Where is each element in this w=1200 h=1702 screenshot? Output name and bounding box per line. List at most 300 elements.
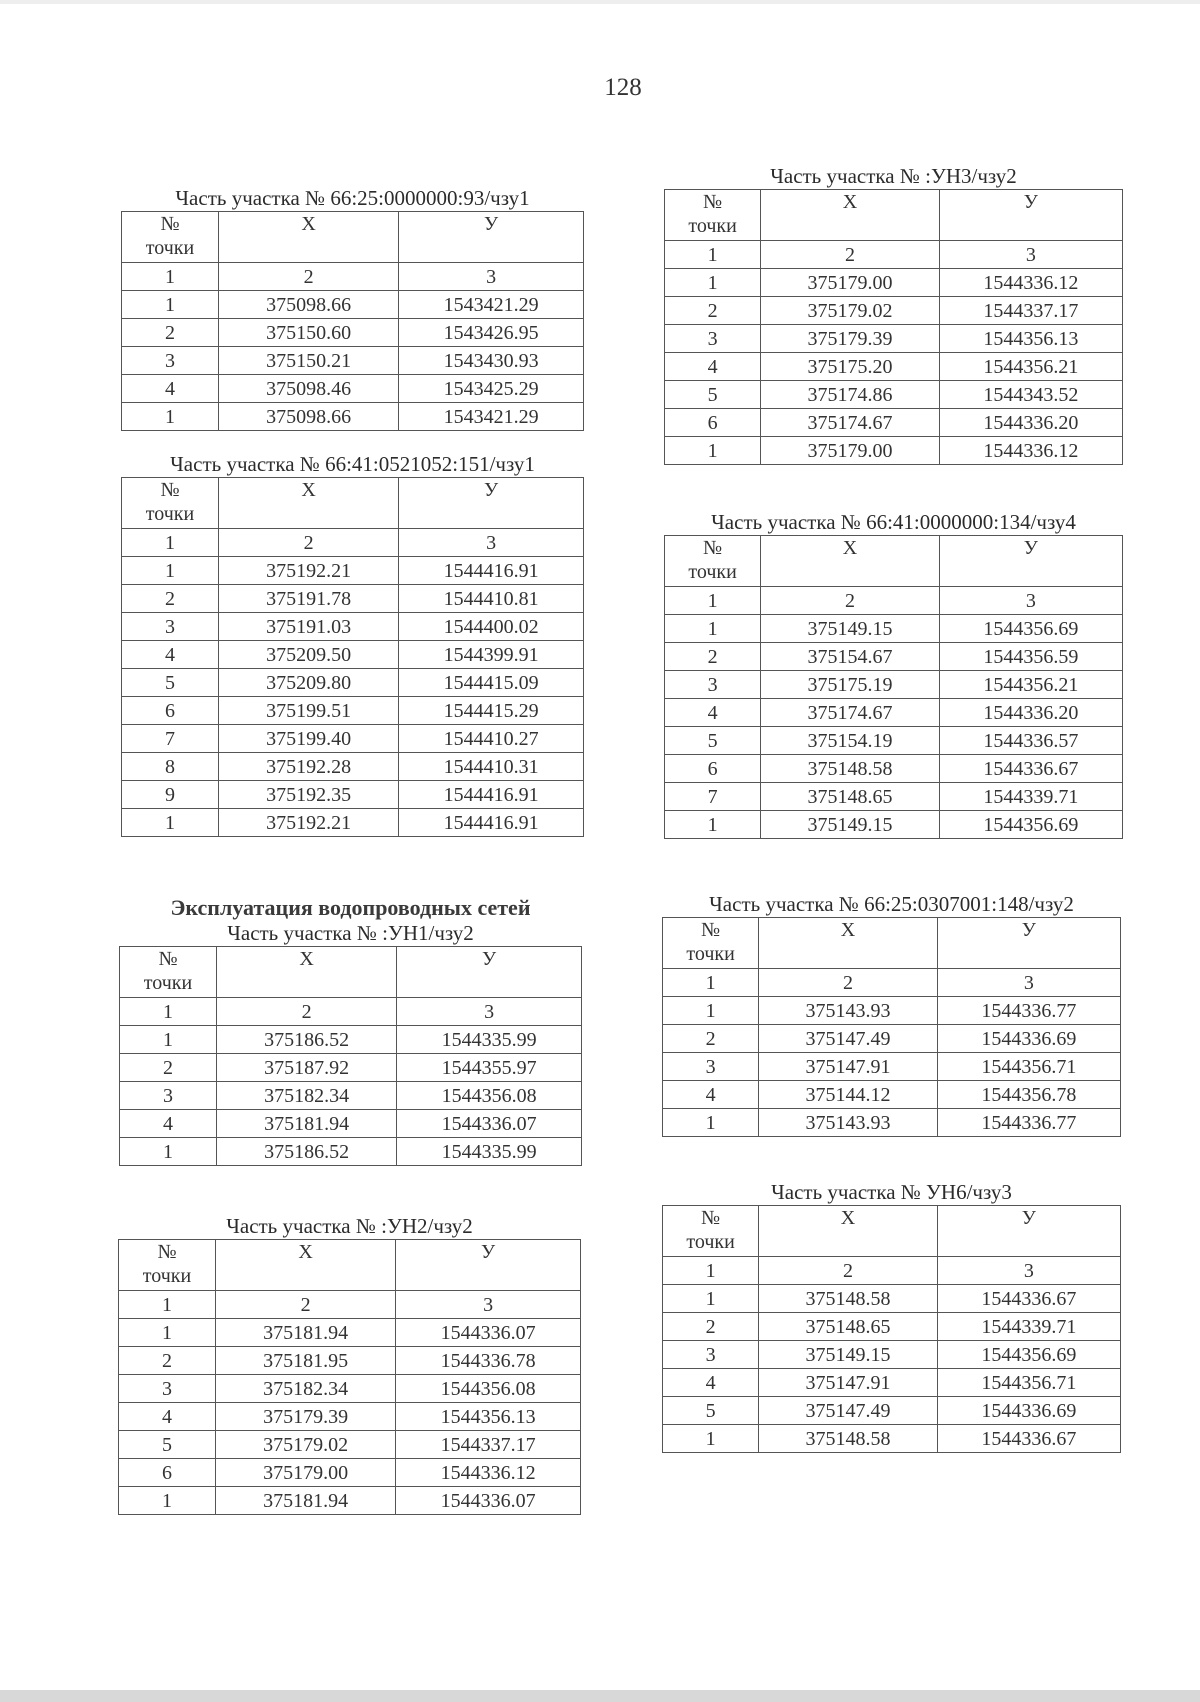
x-coordinate-cell: 375186.52 — [217, 1138, 397, 1166]
column-index: 2 — [219, 529, 399, 557]
header-point-number — [120, 947, 217, 998]
point-number-cell: 6 — [665, 409, 761, 437]
header-y: У — [939, 536, 1122, 587]
table-row — [122, 585, 584, 613]
x-coordinate-cell: 375150.21 — [219, 347, 399, 375]
x-coordinate-cell: 375147.91 — [759, 1053, 938, 1081]
column-index-row — [663, 1257, 1121, 1285]
table-caption: Часть участка № 66:25:0307001:148/чзу2 — [709, 892, 1074, 916]
y-coordinate-cell: 1544336.69 — [937, 1025, 1120, 1053]
column-index: 1 — [665, 241, 761, 269]
point-number-cell: 2 — [663, 1313, 759, 1341]
header-num-sign: № — [160, 213, 180, 235]
x-coordinate-cell: 375098.66 — [219, 403, 399, 431]
column-index-row — [663, 969, 1121, 997]
y-coordinate-cell: 1544415.29 — [399, 697, 584, 725]
y-coordinate-cell: 1543430.93 — [399, 347, 584, 375]
table-row — [665, 643, 1123, 671]
header-x: X — [761, 536, 940, 587]
header-point-number — [665, 536, 761, 587]
y-coordinate-cell: 1544336.67 — [937, 1425, 1120, 1453]
header-num-sign: № — [703, 191, 723, 213]
point-number-cell: 4 — [663, 1369, 759, 1397]
y-coordinate-cell: 1544356.69 — [939, 615, 1122, 643]
table-row — [119, 1431, 581, 1459]
point-number-cell: 3 — [665, 671, 761, 699]
x-coordinate-cell: 375179.39 — [216, 1403, 396, 1431]
y-coordinate-cell: 1544336.57 — [939, 727, 1122, 755]
header-point-number — [663, 1206, 759, 1257]
x-coordinate-cell: 375148.58 — [761, 755, 940, 783]
y-coordinate-cell: 1544400.02 — [399, 613, 584, 641]
x-coordinate-cell: 375179.00 — [761, 269, 940, 297]
y-coordinate-cell: 1544356.69 — [937, 1341, 1120, 1369]
header-x: X — [216, 1240, 396, 1291]
column-index: 3 — [939, 587, 1122, 615]
header-x: X — [219, 212, 399, 263]
x-coordinate-cell: 375199.40 — [219, 725, 399, 753]
scan-edge-bottom — [0, 1690, 1200, 1702]
table-row — [665, 353, 1123, 381]
point-number-cell: 4 — [122, 641, 219, 669]
x-coordinate-cell: 375181.94 — [216, 1487, 396, 1515]
table-block-t4 — [118, 1214, 581, 1515]
table-row — [663, 1313, 1121, 1341]
point-number-cell: 9 — [122, 781, 219, 809]
x-coordinate-cell: 375181.94 — [217, 1110, 397, 1138]
table-header-row — [119, 1240, 581, 1291]
x-coordinate-cell: 375209.80 — [219, 669, 399, 697]
y-coordinate-cell: 1544336.77 — [937, 1109, 1120, 1137]
column-index: 2 — [216, 1291, 396, 1319]
header-points-word: точки — [686, 943, 735, 965]
y-coordinate-cell: 1544356.21 — [939, 671, 1122, 699]
header-x: X — [761, 190, 940, 241]
table-row — [119, 1459, 581, 1487]
y-coordinate-cell: 1544343.52 — [939, 381, 1122, 409]
table-header-row — [122, 478, 584, 529]
x-coordinate-cell: 375181.95 — [216, 1347, 396, 1375]
x-coordinate-cell: 375098.66 — [219, 291, 399, 319]
x-coordinate-cell: 375154.67 — [761, 643, 940, 671]
x-coordinate-cell: 375192.28 — [219, 753, 399, 781]
point-number-cell: 4 — [120, 1110, 217, 1138]
coordinates-table — [662, 1205, 1121, 1453]
point-number-cell: 2 — [665, 643, 761, 671]
column-index: 3 — [937, 1257, 1120, 1285]
header-num-sign: № — [157, 1241, 177, 1263]
point-number-cell: 1 — [122, 809, 219, 837]
table-row — [122, 669, 584, 697]
y-coordinate-cell: 1544356.71 — [937, 1053, 1120, 1081]
y-coordinate-cell: 1544337.17 — [396, 1431, 581, 1459]
y-coordinate-cell: 1544336.12 — [939, 437, 1122, 465]
header-y: У — [937, 918, 1120, 969]
y-coordinate-cell: 1544410.81 — [399, 585, 584, 613]
coordinates-table — [121, 211, 584, 431]
point-number-cell: 4 — [665, 699, 761, 727]
y-coordinate-cell: 1544415.09 — [399, 669, 584, 697]
point-number-cell: 3 — [663, 1341, 759, 1369]
table-row — [663, 1369, 1121, 1397]
table-header-row — [120, 947, 582, 998]
scan-edge-top — [0, 0, 1200, 4]
table-row — [122, 753, 584, 781]
x-coordinate-cell: 375175.20 — [761, 353, 940, 381]
x-coordinate-cell: 375182.34 — [216, 1375, 396, 1403]
header-num-sign: № — [701, 1207, 721, 1229]
point-number-cell: 2 — [122, 319, 219, 347]
column-index: 3 — [939, 241, 1122, 269]
point-number-cell: 1 — [119, 1319, 216, 1347]
x-coordinate-cell: 375191.03 — [219, 613, 399, 641]
column-index: 3 — [399, 263, 584, 291]
x-coordinate-cell: 375192.21 — [219, 557, 399, 585]
table-caption: Часть участка № 66:25:0000000:93/чзу1 — [175, 186, 530, 210]
x-coordinate-cell: 375187.92 — [217, 1054, 397, 1082]
point-number-cell: 5 — [122, 669, 219, 697]
table-row — [665, 727, 1123, 755]
table-row — [122, 319, 584, 347]
y-coordinate-cell: 1544356.71 — [937, 1369, 1120, 1397]
x-coordinate-cell: 375186.52 — [217, 1026, 397, 1054]
x-coordinate-cell: 375149.15 — [761, 615, 940, 643]
column-index: 2 — [761, 587, 940, 615]
header-x: X — [219, 478, 399, 529]
y-coordinate-cell: 1544356.21 — [939, 353, 1122, 381]
table-header-row — [122, 212, 584, 263]
x-coordinate-cell: 375179.39 — [761, 325, 940, 353]
column-index: 2 — [761, 241, 940, 269]
table-block-t7 — [662, 892, 1121, 1137]
table-row — [663, 1285, 1121, 1313]
y-coordinate-cell: 1544336.69 — [937, 1397, 1120, 1425]
point-number-cell: 6 — [122, 697, 219, 725]
table-row — [665, 783, 1123, 811]
column-index: 1 — [663, 969, 759, 997]
y-coordinate-cell: 1544336.12 — [396, 1459, 581, 1487]
point-number-cell: 1 — [120, 1026, 217, 1054]
table-row — [663, 1341, 1121, 1369]
table-row — [665, 615, 1123, 643]
table-row — [122, 641, 584, 669]
point-number-cell: 4 — [122, 375, 219, 403]
header-y: У — [939, 190, 1122, 241]
y-coordinate-cell: 1544356.78 — [937, 1081, 1120, 1109]
x-coordinate-cell: 375181.94 — [216, 1319, 396, 1347]
header-x: X — [759, 1206, 938, 1257]
point-number-cell: 3 — [665, 325, 761, 353]
point-number-cell: 3 — [120, 1082, 217, 1110]
x-coordinate-cell: 375143.93 — [759, 997, 938, 1025]
header-y: У — [397, 947, 582, 998]
y-coordinate-cell: 1543426.95 — [399, 319, 584, 347]
x-coordinate-cell: 375174.67 — [761, 409, 940, 437]
header-point-number — [122, 212, 219, 263]
x-coordinate-cell: 375149.15 — [761, 811, 940, 839]
table-row — [663, 1081, 1121, 1109]
point-number-cell: 1 — [120, 1138, 217, 1166]
point-number-cell: 4 — [119, 1403, 216, 1431]
header-points-word: точки — [688, 561, 737, 583]
y-coordinate-cell: 1544339.71 — [939, 783, 1122, 811]
table-row — [665, 671, 1123, 699]
table-row — [119, 1319, 581, 1347]
coordinates-table — [118, 1239, 581, 1515]
column-index: 1 — [665, 587, 761, 615]
y-coordinate-cell: 1544336.67 — [937, 1285, 1120, 1313]
table-row — [122, 613, 584, 641]
point-number-cell: 2 — [122, 585, 219, 613]
column-index-row — [665, 587, 1123, 615]
y-coordinate-cell: 1543421.29 — [399, 291, 584, 319]
x-coordinate-cell: 375150.60 — [219, 319, 399, 347]
section-heading: Эксплуатация водопроводных сетей — [170, 895, 531, 920]
header-points-word: точки — [688, 215, 737, 237]
point-number-cell: 1 — [122, 291, 219, 319]
y-coordinate-cell: 1544336.07 — [397, 1110, 582, 1138]
header-num-sign: № — [703, 537, 723, 559]
x-coordinate-cell: 375148.65 — [759, 1313, 938, 1341]
table-caption: Часть участка № УН6/чзу3 — [771, 1180, 1012, 1204]
table-row — [663, 1109, 1121, 1137]
x-coordinate-cell: 375148.65 — [761, 783, 940, 811]
point-number-cell: 1 — [663, 1425, 759, 1453]
table-row — [122, 375, 584, 403]
y-coordinate-cell: 1544336.67 — [939, 755, 1122, 783]
y-coordinate-cell: 1544356.08 — [396, 1375, 581, 1403]
y-coordinate-cell: 1543425.29 — [399, 375, 584, 403]
point-number-cell: 1 — [122, 403, 219, 431]
column-index: 2 — [759, 1257, 938, 1285]
header-point-number — [122, 478, 219, 529]
y-coordinate-cell: 1544336.07 — [396, 1319, 581, 1347]
table-caption: Часть участка № 66:41:0521052:151/чзу1 — [170, 452, 535, 476]
point-number-cell: 1 — [665, 437, 761, 465]
y-coordinate-cell: 1544335.99 — [397, 1138, 582, 1166]
column-index: 1 — [122, 529, 219, 557]
x-coordinate-cell: 375179.00 — [761, 437, 940, 465]
point-number-cell: 7 — [665, 783, 761, 811]
table-row — [665, 437, 1123, 465]
header-y: У — [399, 478, 584, 529]
table-header-row — [663, 1206, 1121, 1257]
table-caption: Часть участка № :УН1/чзу2 — [227, 921, 474, 945]
header-num-sign: № — [158, 948, 178, 970]
header-points-word: точки — [143, 972, 193, 994]
table-row — [119, 1403, 581, 1431]
column-index: 2 — [759, 969, 938, 997]
x-coordinate-cell: 375149.15 — [759, 1341, 938, 1369]
x-coordinate-cell: 375179.02 — [761, 297, 940, 325]
y-coordinate-cell: 1544335.99 — [397, 1026, 582, 1054]
table-row — [665, 297, 1123, 325]
point-number-cell: 3 — [119, 1375, 216, 1403]
table-block-t6 — [664, 510, 1123, 839]
y-coordinate-cell: 1544416.91 — [399, 557, 584, 585]
table-row — [120, 1110, 582, 1138]
table-row — [120, 1054, 582, 1082]
y-coordinate-cell: 1544410.31 — [399, 753, 584, 781]
table-row — [663, 997, 1121, 1025]
x-coordinate-cell: 375148.58 — [759, 1425, 938, 1453]
table-caption: Часть участка № :УН2/чзу2 — [226, 1214, 473, 1238]
point-number-cell: 2 — [120, 1054, 217, 1082]
column-index-row — [665, 241, 1123, 269]
y-coordinate-cell: 1544416.91 — [399, 781, 584, 809]
table-row — [663, 1397, 1121, 1425]
coordinates-table — [664, 189, 1123, 465]
x-coordinate-cell: 375175.19 — [761, 671, 940, 699]
point-number-cell: 3 — [122, 347, 219, 375]
header-y: У — [937, 1206, 1120, 1257]
table-row — [119, 1347, 581, 1375]
table-row — [119, 1487, 581, 1515]
point-number-cell: 4 — [663, 1081, 759, 1109]
x-coordinate-cell: 375143.93 — [759, 1109, 938, 1137]
y-coordinate-cell: 1544336.78 — [396, 1347, 581, 1375]
table-header-row — [665, 190, 1123, 241]
table-row — [119, 1375, 581, 1403]
table-row — [122, 697, 584, 725]
point-number-cell: 2 — [663, 1025, 759, 1053]
y-coordinate-cell: 1544336.77 — [937, 997, 1120, 1025]
header-y: У — [399, 212, 584, 263]
header-x: X — [217, 947, 397, 998]
table-row — [663, 1025, 1121, 1053]
x-coordinate-cell: 375174.67 — [761, 699, 940, 727]
x-coordinate-cell: 375154.19 — [761, 727, 940, 755]
table-row — [665, 409, 1123, 437]
table-row — [665, 755, 1123, 783]
point-number-cell: 5 — [665, 727, 761, 755]
column-index-row — [120, 998, 582, 1026]
y-coordinate-cell: 1544399.91 — [399, 641, 584, 669]
table-row — [665, 325, 1123, 353]
table-block-t5 — [664, 164, 1123, 465]
point-number-cell: 1 — [665, 615, 761, 643]
table-block-t8 — [662, 1180, 1121, 1453]
table-block-t2 — [121, 452, 584, 837]
column-index: 1 — [122, 263, 219, 291]
x-coordinate-cell: 375179.00 — [216, 1459, 396, 1487]
table-row — [665, 381, 1123, 409]
table-caption: Часть участка № :УН3/чзу2 — [770, 164, 1017, 188]
x-coordinate-cell: 375191.78 — [219, 585, 399, 613]
y-coordinate-cell: 1544416.91 — [399, 809, 584, 837]
header-point-number — [119, 1240, 216, 1291]
point-number-cell: 6 — [119, 1459, 216, 1487]
header-x: X — [759, 918, 938, 969]
point-number-cell: 5 — [665, 381, 761, 409]
column-index: 2 — [217, 998, 397, 1026]
coordinates-table — [119, 946, 582, 1166]
header-num-sign: № — [701, 919, 721, 941]
table-row — [665, 269, 1123, 297]
point-number-cell: 2 — [119, 1347, 216, 1375]
y-coordinate-cell: 1544337.17 — [939, 297, 1122, 325]
point-number-cell: 1 — [665, 269, 761, 297]
table-row — [120, 1138, 582, 1166]
column-index: 1 — [120, 998, 217, 1026]
y-coordinate-cell: 1544356.59 — [939, 643, 1122, 671]
point-number-cell: 1 — [665, 811, 761, 839]
table-header-row — [663, 918, 1121, 969]
table-row — [122, 725, 584, 753]
table-row — [120, 1082, 582, 1110]
column-index: 1 — [663, 1257, 759, 1285]
point-number-cell: 1 — [663, 1285, 759, 1313]
point-number-cell: 2 — [665, 297, 761, 325]
table-row — [120, 1026, 582, 1054]
header-point-number — [665, 190, 761, 241]
x-coordinate-cell: 375147.49 — [759, 1025, 938, 1053]
table-row — [122, 291, 584, 319]
y-coordinate-cell: 1544339.71 — [937, 1313, 1120, 1341]
point-number-cell: 8 — [122, 753, 219, 781]
y-coordinate-cell: 1544410.27 — [399, 725, 584, 753]
column-index-row — [119, 1291, 581, 1319]
column-index: 1 — [119, 1291, 216, 1319]
point-number-cell: 3 — [663, 1053, 759, 1081]
x-coordinate-cell: 375174.86 — [761, 381, 940, 409]
y-coordinate-cell: 1544356.69 — [939, 811, 1122, 839]
y-coordinate-cell: 1544336.20 — [939, 409, 1122, 437]
point-number-cell: 5 — [663, 1397, 759, 1425]
coordinates-table — [664, 535, 1123, 839]
point-number-cell: 1 — [663, 1109, 759, 1137]
table-row — [122, 557, 584, 585]
point-number-cell: 1 — [663, 997, 759, 1025]
point-number-cell: 5 — [119, 1431, 216, 1459]
table-block-t1 — [121, 186, 584, 431]
x-coordinate-cell: 375182.34 — [217, 1082, 397, 1110]
x-coordinate-cell: 375192.35 — [219, 781, 399, 809]
table-caption: Часть участка № 66:41:0000000:134/чзу4 — [711, 510, 1076, 534]
column-index-row — [122, 529, 584, 557]
header-point-number — [663, 918, 759, 969]
table-row — [122, 809, 584, 837]
y-coordinate-cell: 1544336.07 — [396, 1487, 581, 1515]
column-index: 2 — [219, 263, 399, 291]
header-num-sign: № — [160, 479, 180, 501]
table-row — [665, 811, 1123, 839]
y-coordinate-cell: 1544356.13 — [939, 325, 1122, 353]
column-index: 3 — [399, 529, 584, 557]
x-coordinate-cell: 375147.49 — [759, 1397, 938, 1425]
coordinates-table — [662, 917, 1121, 1137]
table-row — [665, 699, 1123, 727]
x-coordinate-cell: 375098.46 — [219, 375, 399, 403]
point-number-cell: 4 — [665, 353, 761, 381]
x-coordinate-cell: 375179.02 — [216, 1431, 396, 1459]
table-block-t3 — [119, 896, 582, 1166]
page-number: 128 — [604, 74, 642, 101]
x-coordinate-cell: 375147.91 — [759, 1369, 938, 1397]
header-points-word: точки — [686, 1231, 735, 1253]
point-number-cell: 1 — [122, 557, 219, 585]
y-coordinate-cell: 1543421.29 — [399, 403, 584, 431]
coordinates-table — [121, 477, 584, 837]
point-number-cell: 6 — [665, 755, 761, 783]
table-row — [663, 1053, 1121, 1081]
header-points-word: точки — [142, 1265, 192, 1287]
header-points-word: точки — [145, 503, 195, 525]
point-number-cell: 3 — [122, 613, 219, 641]
table-row — [122, 347, 584, 375]
table-row — [663, 1425, 1121, 1453]
table-header-row — [665, 536, 1123, 587]
